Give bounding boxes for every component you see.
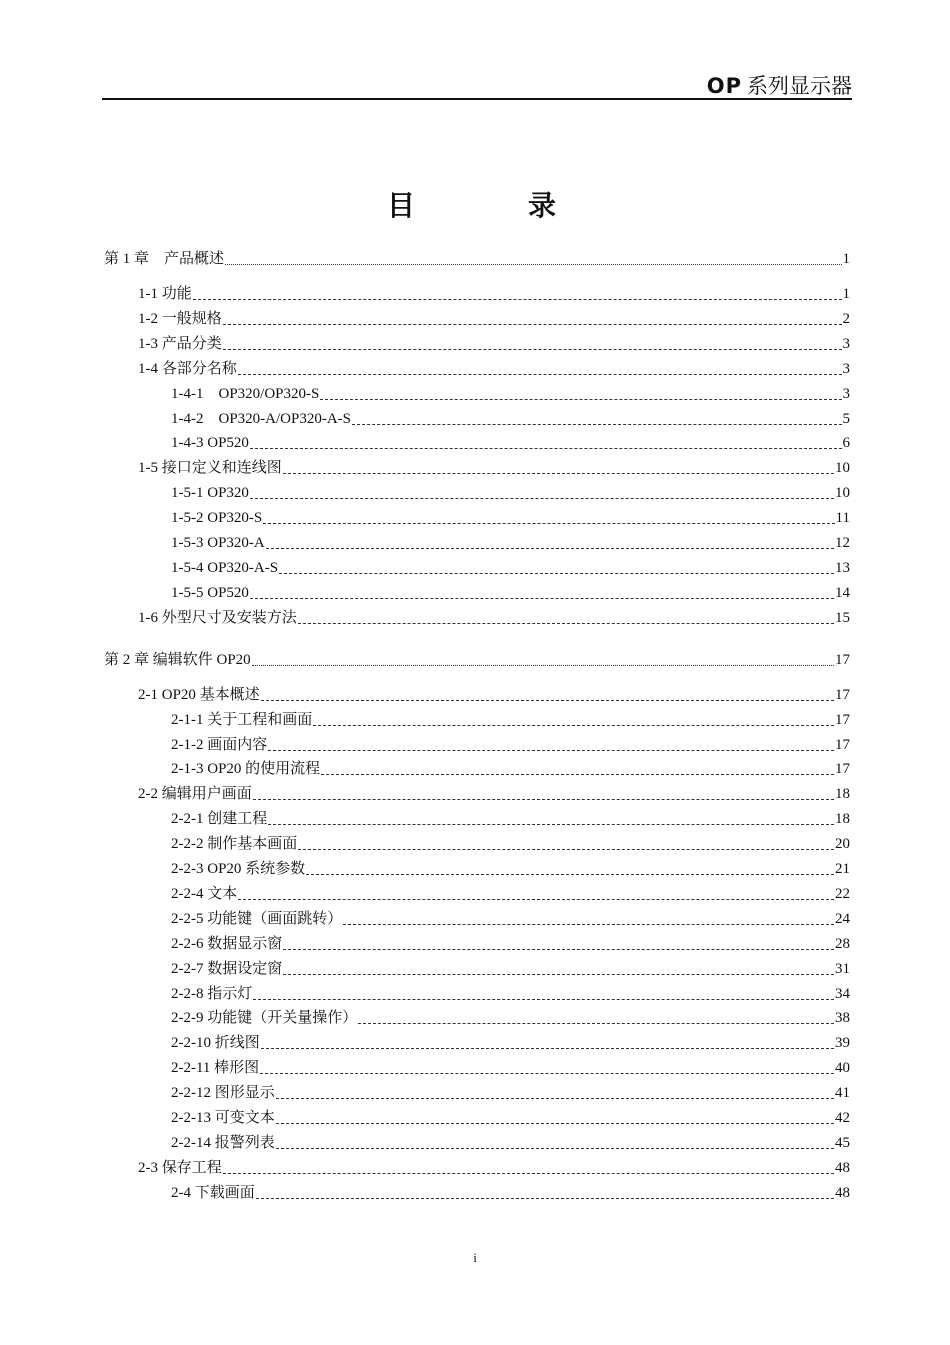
toc-entry (171, 1081, 850, 1103)
toc-leader (252, 664, 834, 666)
toc-entry (171, 907, 850, 929)
toc-entry-label: 2-2-5 功能键（画面跳转） (171, 910, 343, 927)
toc-leader (358, 1022, 834, 1024)
toc-entry-label: 2-2-8 指示灯 (171, 985, 253, 1002)
toc-entry-label: 2-2-14 报警列表 (171, 1134, 275, 1151)
toc-leader (261, 699, 834, 701)
toc-entry-label: 2-1-3 OP20 的使用流程 (171, 761, 321, 778)
header-brand: OP (706, 74, 742, 98)
toc-entry-label: 1-3 产品分类 (138, 335, 222, 352)
toc-entry (171, 957, 850, 979)
toc-entry-label: 2-1-1 关于工程和画面 (171, 711, 313, 728)
header-product-name: 系列显示器 (747, 74, 852, 98)
toc-leader (283, 973, 834, 975)
toc-entry-page: 11 (835, 510, 850, 527)
toc-entry-label: 1-4-2 OP320-A/OP320-A-S (171, 410, 352, 427)
toc-entry-page: 18 (835, 786, 850, 803)
toc-leader (261, 1047, 834, 1049)
toc-entry-page: 22 (835, 885, 850, 902)
toc-entry-page: 3 (842, 360, 850, 377)
toc-entry (138, 456, 850, 478)
toc-entry-page: 45 (835, 1134, 850, 1151)
toc-entry-page: 28 (835, 935, 850, 952)
toc-entry-label: 2-2-1 创建工程 (171, 811, 268, 828)
toc-leader (298, 848, 834, 850)
toc-entry (171, 982, 850, 1004)
toc-leader (225, 263, 841, 265)
toc-entry-label: 2-1 OP20 基本概述 (138, 686, 260, 703)
toc-leader (266, 547, 834, 549)
toc-leader (253, 998, 834, 1000)
toc-entry-page: 1 (842, 251, 850, 267)
toc-entry-label: 1-5 接口定义和连线图 (138, 460, 282, 477)
toc-entry-page: 6 (842, 435, 850, 452)
toc-leader (276, 1147, 834, 1149)
toc-entry-page: 10 (835, 485, 850, 502)
toc-entry-label: 2-2-12 图形显示 (171, 1085, 275, 1102)
toc-entry-page: 42 (835, 1110, 850, 1126)
toc-entry-page: 17 (835, 711, 850, 728)
toc-entry-label: 2-4 下载画面 (171, 1184, 255, 1201)
toc-entry-page: 41 (835, 1085, 850, 1102)
toc-leader (283, 948, 834, 950)
toc-leader (283, 472, 834, 474)
toc-entry-label: 1-4 各部分名称 (138, 360, 237, 377)
toc-entry-page: 40 (835, 1060, 850, 1077)
toc-entry-page: 31 (835, 960, 850, 977)
toc-entry (171, 531, 850, 553)
toc-leader (276, 1122, 834, 1124)
toc-entry-label: 2-2-10 折线图 (171, 1035, 260, 1052)
toc-entry-page: 48 (835, 1159, 850, 1176)
toc-entry-label: 1-2 一般规格 (138, 310, 222, 327)
toc-leader (253, 798, 834, 800)
toc-entry (171, 1056, 850, 1078)
toc-entry (138, 307, 850, 329)
toc-entry-page: 12 (835, 535, 850, 551)
toc-entry (138, 606, 850, 628)
toc-entry-label: 2-2 编辑用户画面 (138, 786, 252, 803)
toc-entry-label: 第 1 章 产品概述 (104, 251, 225, 267)
toc-entry-label: 2-2-11 棒形图 (171, 1060, 260, 1077)
toc-leader (276, 1097, 834, 1099)
toc-entry-page: 18 (835, 811, 850, 828)
toc-entry-label: 2-2-4 文本 (171, 885, 238, 902)
toc-entry-label: 2-2-2 制作基本画面 (171, 836, 298, 853)
toc-leader (223, 323, 842, 325)
toc-leader (223, 348, 842, 350)
toc-leader (352, 423, 841, 425)
toc-entry-label: 2-2-13 可变文本 (171, 1110, 275, 1126)
toc-entry (171, 431, 850, 453)
toc-entry-label: 1-5-4 OP320-A-S (171, 559, 279, 576)
toc-entry (138, 683, 850, 705)
toc-entry (138, 1156, 850, 1178)
toc-entry-page: 48 (835, 1184, 850, 1201)
toc-entry (171, 382, 850, 404)
toc-entry (171, 882, 850, 904)
toc-leader (306, 873, 834, 875)
toc-leader (298, 622, 834, 624)
toc-leader (223, 1172, 834, 1174)
toc-leader (250, 447, 842, 449)
toc-entry (171, 407, 850, 429)
toc-entry (138, 357, 850, 379)
toc-entry-label: 第 2 章 编辑软件 OP20 (104, 651, 251, 668)
toc-entry-label: 1-1 功能 (138, 286, 192, 302)
toc-entry (138, 282, 850, 304)
toc-entry (171, 807, 850, 829)
page-header (102, 68, 852, 100)
toc-entry-label: 1-5-1 OP320 (171, 485, 249, 502)
toc-entry-page: 39 (835, 1035, 850, 1052)
toc-heading-left: 目 (387, 189, 416, 222)
toc-entry-page: 17 (835, 686, 850, 703)
toc-entry-label: 1-5-2 OP320-S (171, 510, 263, 527)
toc-leader (250, 597, 834, 599)
toc-entry-page: 24 (835, 910, 850, 927)
toc-entry-page: 3 (842, 385, 850, 402)
toc-leader (320, 398, 841, 400)
toc-entry-page: 3 (842, 335, 850, 352)
toc-entry-page: 14 (835, 584, 850, 601)
toc-entry-label: 1-6 外型尺寸及安装方法 (138, 609, 297, 626)
toc-entry-page: 5 (842, 410, 850, 427)
toc-entry (171, 857, 850, 879)
toc-entry-page: 21 (835, 861, 850, 877)
toc-entry (171, 556, 850, 578)
toc-entry-page: 2 (842, 310, 850, 327)
toc-entry-label: 2-2-3 OP20 系统参数 (171, 861, 306, 877)
toc-entry-label: 1-4-1 OP320/OP320-S (171, 385, 320, 402)
toc-entry-page: 17 (835, 651, 850, 668)
toc-chapter-entry (104, 648, 850, 670)
toc-heading (0, 184, 950, 220)
header-title (707, 70, 852, 100)
toc-entry-page: 1 (842, 286, 850, 302)
toc-entry-page: 13 (835, 559, 850, 576)
toc-entry-label: 2-1-2 画面内容 (171, 736, 268, 753)
toc-entry-page: 10 (835, 460, 850, 477)
toc-leader (313, 724, 834, 726)
toc-entry-page: 34 (835, 985, 850, 1002)
toc-entry-label: 2-2-7 数据设定窗 (171, 960, 283, 977)
toc-entry (171, 708, 850, 730)
toc-leader (279, 572, 834, 574)
toc-leader (263, 522, 834, 524)
toc-entry (171, 832, 850, 854)
toc-entry (171, 481, 850, 503)
toc-leader (256, 1197, 834, 1199)
toc-leader (193, 298, 842, 300)
toc-leader (321, 773, 834, 775)
toc-entry-label: 2-2-6 数据显示窗 (171, 935, 283, 952)
toc-leader (250, 497, 834, 499)
toc-entry-label: 1-5-3 OP320-A (171, 535, 265, 551)
toc-entry-page: 20 (835, 836, 850, 853)
page-number: i (473, 1250, 477, 1265)
toc-leader (268, 823, 834, 825)
toc-entry-page: 17 (835, 761, 850, 778)
toc-entry-page: 38 (835, 1010, 850, 1027)
toc-heading-right: 录 (528, 189, 557, 222)
toc-entry (138, 332, 850, 354)
toc-entry (171, 506, 850, 528)
toc-entry (171, 1006, 850, 1028)
toc-leader (238, 373, 842, 375)
toc-entry (171, 1181, 850, 1203)
toc-entry-label: 2-2-9 功能键（开关量操作） (171, 1010, 358, 1027)
toc-entry-label: 1-5-5 OP520 (171, 584, 249, 601)
toc-entry-page: 17 (835, 736, 850, 753)
toc-entry-page: 15 (835, 609, 850, 626)
toc-chapter-entry (104, 247, 850, 269)
toc-leader (238, 898, 834, 900)
toc-entry (171, 1131, 850, 1153)
toc-entry (138, 782, 850, 804)
toc-entry (171, 757, 850, 779)
toc-entry (171, 1031, 850, 1053)
toc-entry-label: 1-4-3 OP520 (171, 435, 249, 452)
toc-entry (171, 733, 850, 755)
toc-leader (260, 1072, 834, 1074)
toc-entry (171, 932, 850, 954)
toc-entry-label: 2-3 保存工程 (138, 1159, 222, 1176)
toc-entry (171, 1106, 850, 1128)
toc-entry (171, 581, 850, 603)
toc-leader (268, 749, 834, 751)
toc-leader (343, 923, 834, 925)
